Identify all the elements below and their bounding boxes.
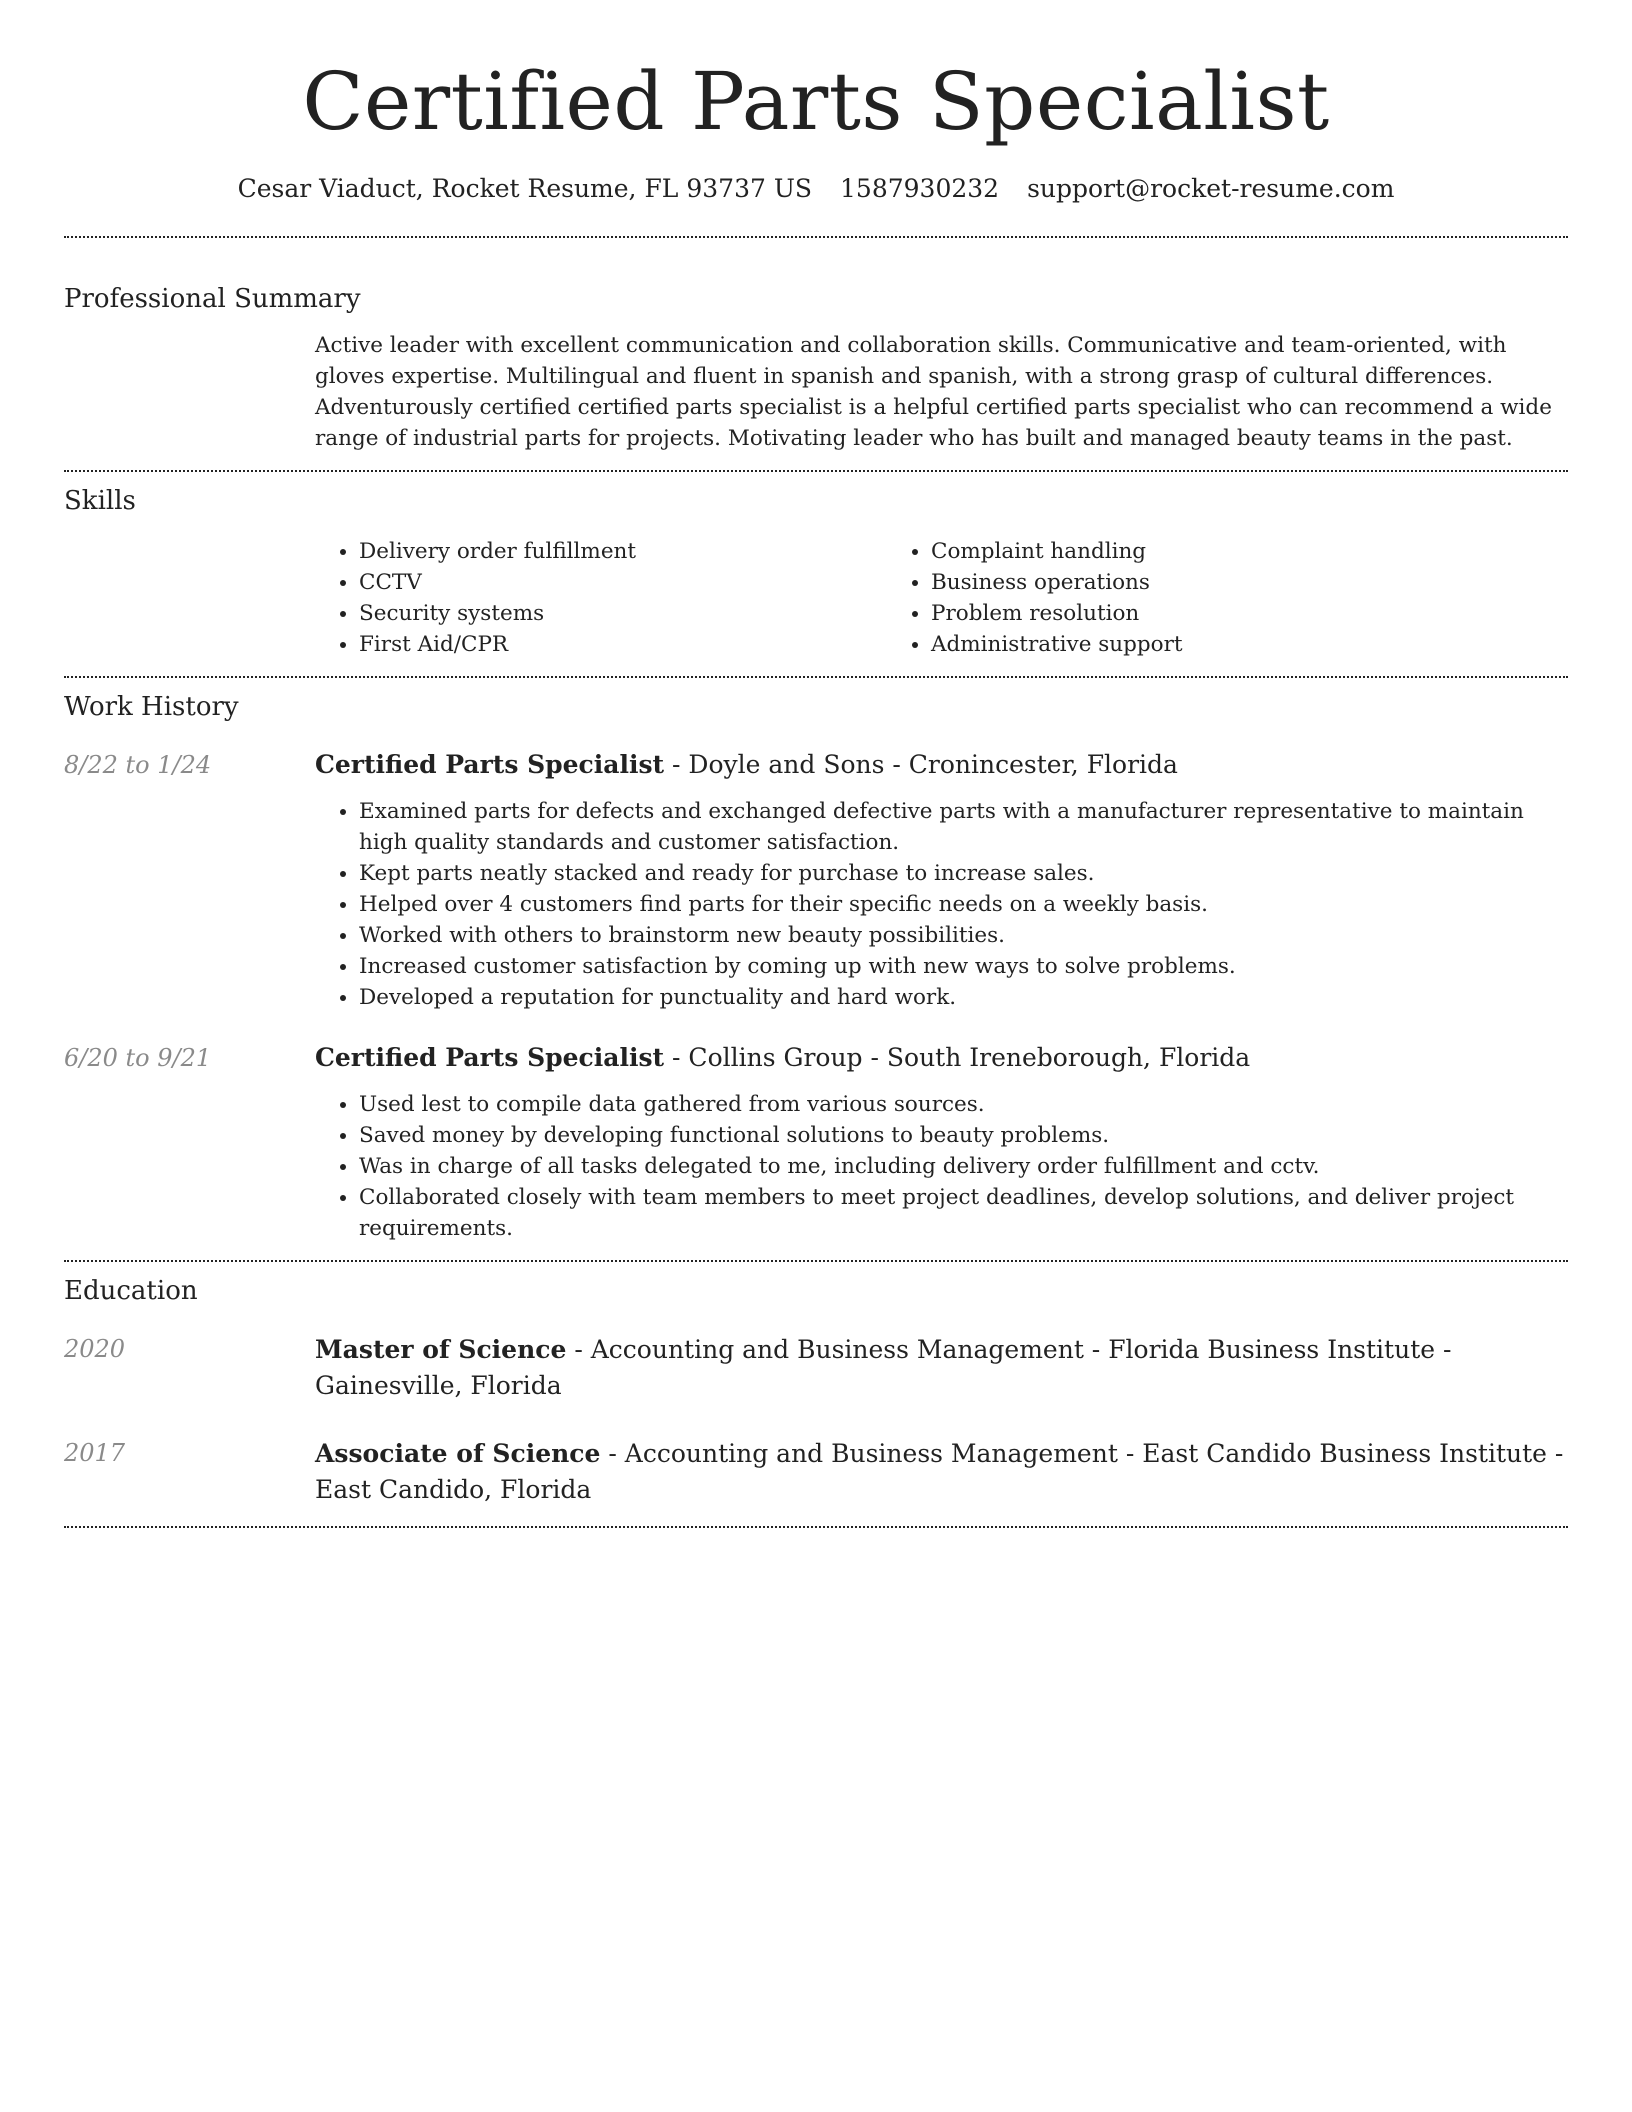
education-details: - Accounting and Business Management - Florida Business Institute - Gainesville, Florida	[315, 1335, 1452, 1400]
job-bullet: • Helped over 4 customers find parts for their specific needs on a weekly basis.	[359, 889, 1568, 920]
job-company: - Doyle and Sons - Cronincester, Florida	[664, 750, 1178, 779]
education-entry	[64, 1332, 1568, 1404]
skill-item: • Delivery order fulfillment	[359, 536, 887, 567]
job-title	[315, 748, 1568, 782]
job-company: - Collins Group - South Ireneborough, Florida	[664, 1043, 1251, 1072]
contact-address: Cesar Viaduct, Rocket Resume, FL 93737 US	[237, 174, 813, 203]
job-role: Certified Parts Specialist	[315, 750, 665, 779]
skills-list-right	[887, 536, 1183, 660]
resume-title: Certified Parts Specialist	[302, 55, 1330, 148]
skills-heading: Skills	[64, 486, 136, 516]
education-degree: Master of Science	[315, 1335, 567, 1364]
skill-item: • Administrative support	[931, 629, 1183, 660]
job-bullets	[315, 796, 1568, 1013]
job-bullet: • Used lest to compile data gathered from various sources.	[359, 1089, 1568, 1120]
education-year: 2020	[64, 1335, 126, 1363]
skill-item: • First Aid/CPR	[359, 629, 887, 660]
skill-item: • Problem resolution	[931, 598, 1183, 629]
skill-item: • CCTV	[359, 567, 887, 598]
job-title	[315, 1041, 1568, 1075]
divider	[64, 236, 1568, 238]
education-section	[64, 1274, 1568, 1508]
job-dates: 6/20 to 9/21	[64, 1044, 212, 1072]
divider	[64, 470, 1568, 472]
divider	[64, 676, 1568, 678]
job-bullet: • Developed a reputation for punctuality and hard work.	[359, 982, 1568, 1013]
contact-phone: 1587930232	[840, 174, 1000, 203]
education-title	[315, 1436, 1568, 1508]
skill-item: • Complaint handling	[931, 536, 1183, 567]
summary-heading: Professional Summary	[64, 284, 361, 314]
job-entry	[64, 1041, 1568, 1244]
job-bullet: • Collaborated closely with team members to meet project deadlines, develop solutions, and deliver project requirements.	[359, 1182, 1568, 1244]
skills-list-left	[315, 536, 887, 660]
education-entry	[64, 1436, 1568, 1508]
summary-section	[64, 282, 1568, 454]
education-degree: Associate of Science	[315, 1439, 601, 1468]
work-heading: Work History	[64, 692, 239, 722]
job-bullet: • Saved money by developing functional solutions to beauty problems.	[359, 1120, 1568, 1151]
skill-item: • Security systems	[359, 598, 887, 629]
job-bullet: • Increased customer satisfaction by coming up with new ways to solve problems.	[359, 951, 1568, 982]
work-section	[64, 690, 1568, 1244]
job-bullet: • Worked with others to brainstorm new beauty possibilities.	[359, 920, 1568, 951]
job-bullet: • Examined parts for defects and exchanged defective parts with a manufacturer representative to maintain high quality standards and customer satisfaction.	[359, 796, 1568, 858]
education-title	[315, 1332, 1568, 1404]
education-details: - Accounting and Business Management - East Candido Business Institute - East Candido, Florida	[315, 1439, 1564, 1504]
summary-text: Active leader with excellent communication and collaboration skills. Communicative and team-oriented, with gloves expertise. Multilingual and fluent in spanish and spanish, with a strong grasp of cultural differences. Adventurously certified certified parts specialist is a helpful certified parts specialist who can recommend a wide range of industrial parts for projects. Motivating leader who has built and managed beauty teams in the past.	[315, 333, 1552, 451]
job-bullet: • Was in charge of all tasks delegated to me, including delivery order fulfillment and cctv.	[359, 1151, 1568, 1182]
divider	[64, 1526, 1568, 1528]
job-bullet: • Kept parts neatly stacked and ready for purchase to increase sales.	[359, 858, 1568, 889]
education-heading: Education	[64, 1276, 198, 1306]
skills-section	[64, 484, 1568, 660]
education-year: 2017	[64, 1439, 126, 1467]
job-entry	[64, 748, 1568, 1013]
contact-email: support@rocket-resume.com	[1027, 174, 1395, 203]
divider	[64, 1260, 1568, 1262]
contact-line	[64, 172, 1568, 206]
job-bullets	[315, 1089, 1568, 1244]
skill-item: • Business operations	[931, 567, 1183, 598]
job-role: Certified Parts Specialist	[315, 1043, 665, 1072]
job-dates: 8/22 to 1/24	[64, 751, 212, 779]
